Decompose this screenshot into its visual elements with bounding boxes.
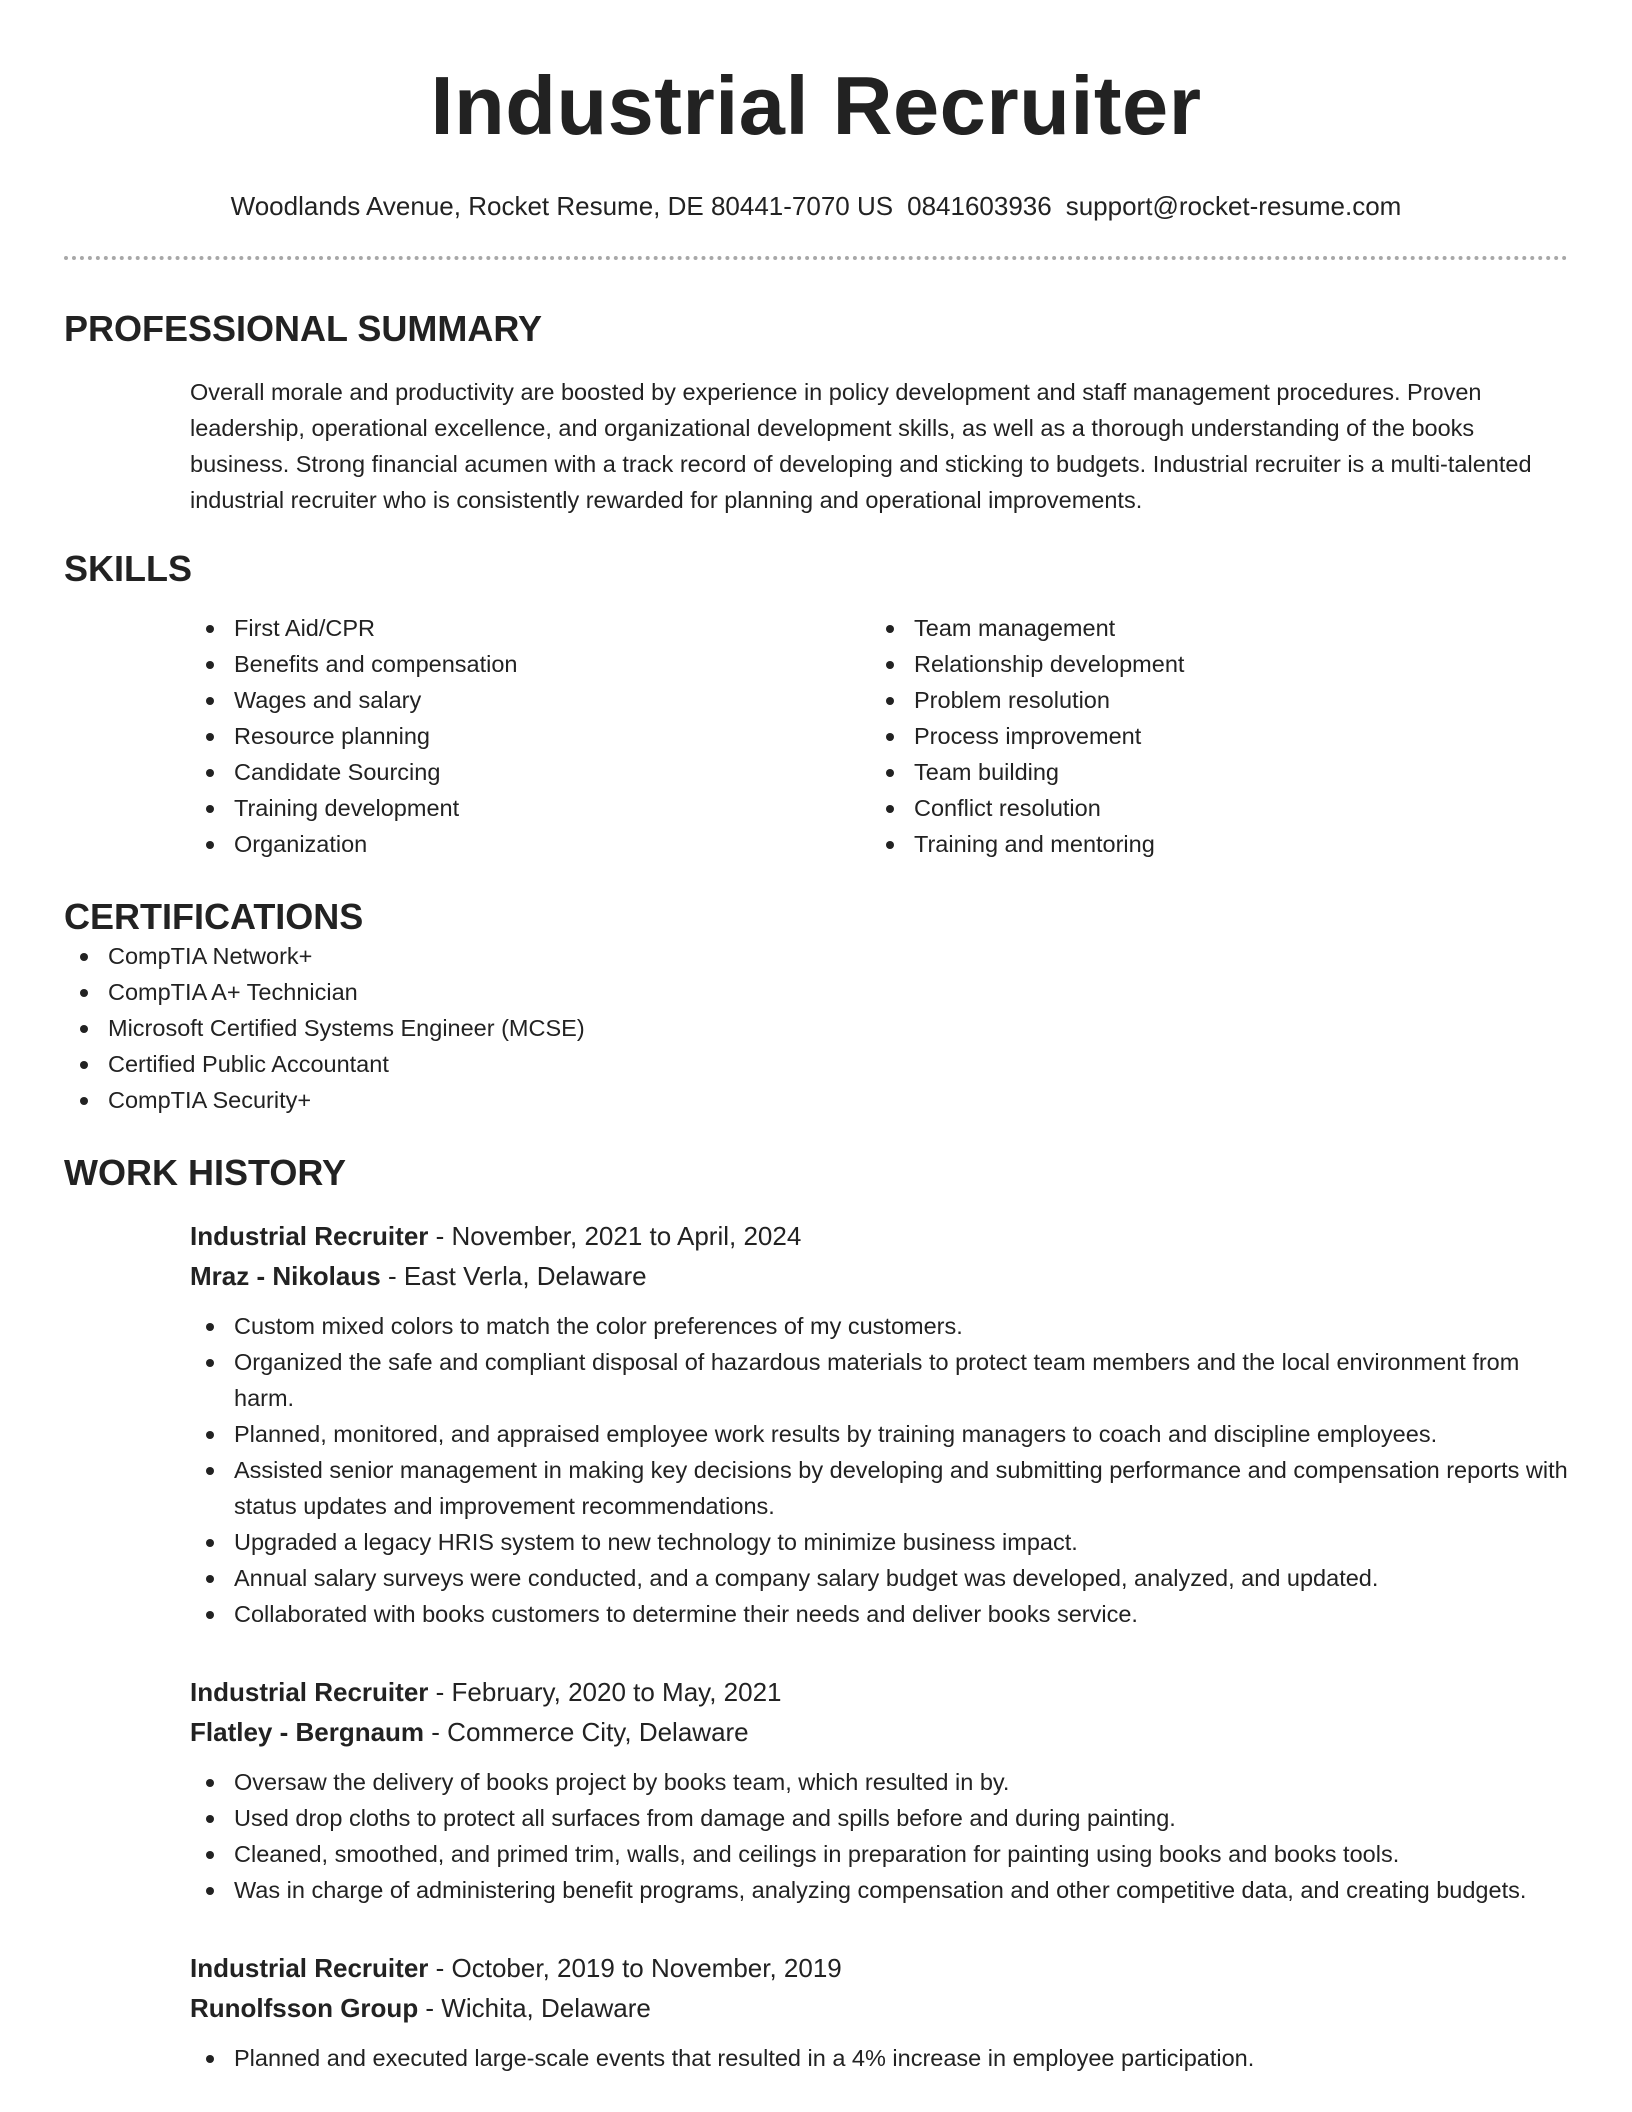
- job-bullet: Collaborated with books customers to determine their needs and deliver books service.: [190, 1596, 1568, 1632]
- contact-email: support@rocket-resume.com: [1065, 191, 1402, 221]
- job-bullet: Upgraded a legacy HRIS system to new technology to minimize business impact.: [190, 1524, 1568, 1560]
- skill-item: Team building: [870, 754, 1550, 790]
- skill-item: Team management: [870, 610, 1550, 646]
- skill-item: Organization: [190, 826, 870, 862]
- skill-item: Candidate Sourcing: [190, 754, 870, 790]
- skill-item: Resource planning: [190, 718, 870, 754]
- job-company-line: [190, 1712, 1568, 1752]
- job-dates: - November, 2021 to April, 2024: [428, 1221, 802, 1251]
- job-bullet: Annual salary surveys were conducted, and a company salary budget was developed, analyzed, and updated.: [190, 1560, 1568, 1596]
- job-bullets: [190, 2040, 1568, 2076]
- job-dates: - February, 2020 to May, 2021: [428, 1677, 782, 1707]
- job-company-line: [190, 1256, 1568, 1296]
- job-company: Runolfsson Group: [190, 1993, 419, 2023]
- skill-item: Wages and salary: [190, 682, 870, 718]
- job-bullet: Was in charge of administering benefit programs, analyzing compensation and other competitive data, and creating budgets.: [190, 1872, 1568, 1908]
- job-title-line: [190, 1948, 1568, 1988]
- job-dates: - October, 2019 to November, 2019: [428, 1953, 842, 1983]
- job-role: Industrial Recruiter: [190, 1221, 429, 1251]
- summary-text: Overall morale and productivity are boosted by experience in policy development and staff management procedures. Proven leadership, operational excellence, and organizational development skills, as well as a thorough understanding of the books business. Strong financial acumen with a track record of developing and sticking to budgets. Industrial recruiter is a multi-talented industrial recruiter who is consistently rewarded for planning and operational improvements.: [190, 379, 1532, 513]
- certification-item: Microsoft Certified Systems Engineer (MCSE): [64, 1010, 1568, 1046]
- certifications-list: [64, 938, 1568, 1118]
- job-entry: [190, 1948, 1568, 2076]
- resume-page: [64, 0, 1568, 2076]
- skill-item: Process improvement: [870, 718, 1550, 754]
- job-bullet: Planned, monitored, and appraised employee work results by training managers to coach and discipline employees.: [190, 1416, 1568, 1452]
- job-bullet: Oversaw the delivery of books project by books team, which resulted in by.: [190, 1764, 1568, 1800]
- job-company-line: [190, 1988, 1568, 2028]
- job-entry: [190, 1216, 1568, 1632]
- job-location: - Commerce City, Delaware: [424, 1717, 749, 1747]
- summary-heading: PROFESSIONAL SUMMARY: [64, 308, 543, 349]
- job-role: Industrial Recruiter: [190, 1953, 429, 1983]
- certification-item: Certified Public Accountant: [64, 1046, 1568, 1082]
- skills-heading: SKILLS: [64, 548, 193, 589]
- job-bullet: Used drop cloths to protect all surfaces from damage and spills before and during painting.: [190, 1800, 1568, 1836]
- job-bullet: Cleaned, smoothed, and primed trim, walls, and ceilings in preparation for painting using books and books tools.: [190, 1836, 1568, 1872]
- job-location: - East Verla, Delaware: [380, 1261, 647, 1291]
- skills-list-right: [870, 610, 1550, 862]
- job-entry: [190, 1672, 1568, 1908]
- header-divider: [64, 256, 1568, 260]
- skill-item: First Aid/CPR: [190, 610, 870, 646]
- skill-item: Training development: [190, 790, 870, 826]
- job-bullet: Custom mixed colors to match the color preferences of my customers.: [190, 1308, 1568, 1344]
- job-bullet: Planned and executed large-scale events that resulted in a 4% increase in employee participation.: [190, 2040, 1568, 2076]
- skill-item: Benefits and compensation: [190, 646, 870, 682]
- skill-item: Conflict resolution: [870, 790, 1550, 826]
- certification-item: CompTIA Network+: [64, 938, 1568, 974]
- job-bullets: [190, 1764, 1568, 1908]
- work-history-heading: WORK HISTORY: [64, 1152, 347, 1193]
- contact-address: Woodlands Avenue, Rocket Resume, DE 80441-7070 US: [230, 191, 894, 221]
- job-company: Mraz - Nikolaus: [190, 1261, 381, 1291]
- certification-item: CompTIA Security+: [64, 1082, 1568, 1118]
- skills-columns: [190, 610, 1568, 862]
- resume-name: Industrial Recruiter: [430, 59, 1202, 152]
- job-role: Industrial Recruiter: [190, 1677, 429, 1707]
- job-title-line: [190, 1216, 1568, 1256]
- job-bullet: Assisted senior management in making key decisions by developing and submitting performance and compensation reports with status updates and improvement recommendations.: [190, 1452, 1568, 1524]
- skill-item: Training and mentoring: [870, 826, 1550, 862]
- job-location: - Wichita, Delaware: [418, 1993, 651, 2023]
- skills-list-left: [190, 610, 870, 862]
- skill-item: Relationship development: [870, 646, 1550, 682]
- job-bullet: Organized the safe and compliant disposal of hazardous materials to protect team members and the local environment from harm.: [190, 1344, 1568, 1416]
- skill-item: Problem resolution: [870, 682, 1550, 718]
- certifications-heading: CERTIFICATIONS: [64, 896, 364, 937]
- certification-item: CompTIA A+ Technician: [64, 974, 1568, 1010]
- job-bullets: [190, 1308, 1568, 1632]
- job-title-line: [190, 1672, 1568, 1712]
- contact-phone: 0841603936: [907, 191, 1052, 221]
- job-company: Flatley - Bergnaum: [190, 1717, 425, 1747]
- contact-line: [64, 190, 1568, 222]
